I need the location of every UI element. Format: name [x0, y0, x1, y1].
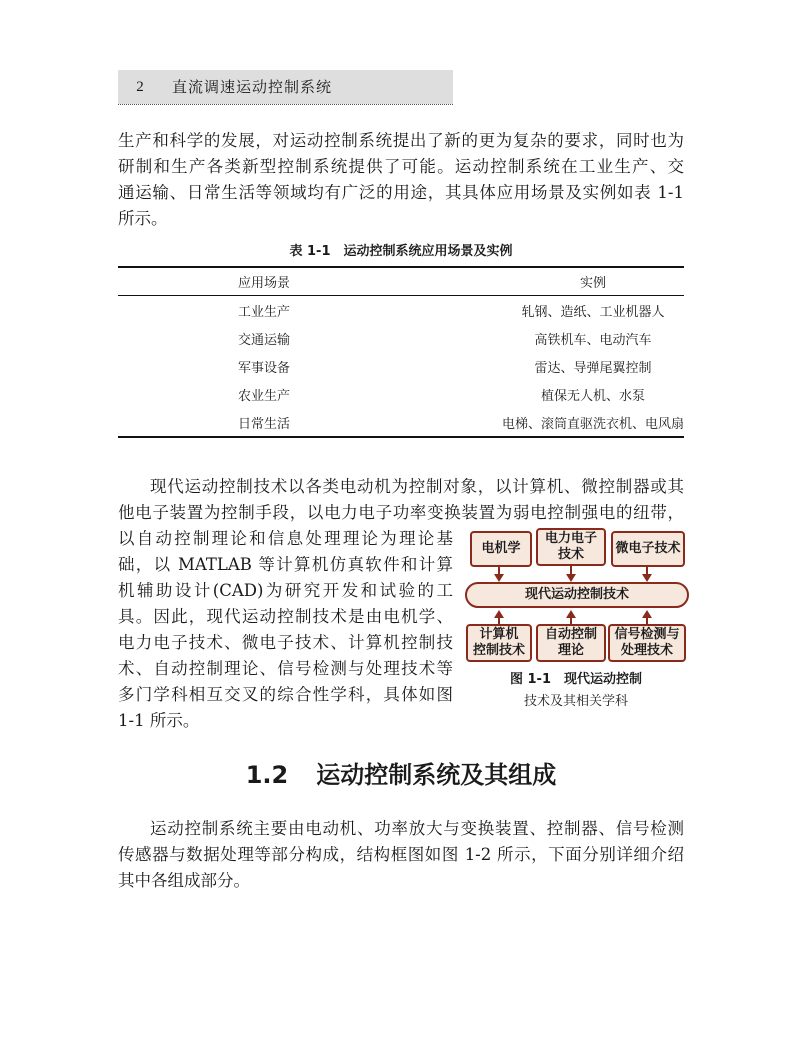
section-title: 运动控制系统及其组成 — [316, 761, 557, 789]
section-number: 1.2 — [245, 761, 289, 789]
box-automatic-control: 自动控制 理论 — [536, 624, 606, 662]
box-computer-control: 计算机 控制技术 — [466, 624, 532, 662]
table-cell-example: 高铁机车、电动汽车 — [534, 332, 652, 348]
paragraph-line: 他电子装置为控制手段，以电力电子功率变换装置为弱电控制强电的纽带， — [118, 503, 684, 522]
table-cell-scene: 农业生产 — [238, 388, 291, 404]
paragraph-line: 其中各组成部分。 — [118, 871, 250, 890]
paragraph-line: 生产和科学的发展，对运动控制系统提出了新的更为复杂的要求，同时也为 — [118, 131, 684, 150]
section-heading — [118, 757, 684, 793]
table-row — [118, 296, 684, 325]
paragraph-line: 术、自动控制理论、信号检测与处理技术等 — [118, 659, 453, 678]
table-cell-scene: 交通运输 — [238, 332, 291, 348]
paragraph-line: 电力电子技术、微电子技术、计算机控制技 — [118, 633, 453, 652]
table-cell-scene: 日常生活 — [118, 408, 502, 437]
box-microelectronics: 微电子技术 — [611, 531, 685, 567]
arrow-down-icon — [566, 574, 576, 582]
table-cell-scene: 工业生产 — [238, 304, 291, 320]
paragraph-line: 机辅助设计(CAD)为研究开发和试验的工 — [118, 581, 453, 600]
paragraph-line: 以自动控制理论和信息处理理论为理论基 — [118, 529, 453, 548]
arrow-down-icon — [494, 574, 504, 582]
paragraph-line: 现代运动控制技术以各类电动机为控制对象，以计算机、微控制器或其 — [150, 477, 684, 496]
table-row — [118, 380, 684, 408]
paragraph-line: 础，以 MATLAB 等计算机仿真软件和计算 — [118, 555, 453, 574]
table-row — [118, 408, 684, 437]
table-row — [118, 324, 684, 352]
table-cell-example: 电梯、滚筒直驱洗衣机、电风扇 — [502, 408, 684, 437]
page-number: 2 — [136, 79, 144, 95]
box-signal-processing: 信号检测与 处理技术 — [608, 624, 686, 662]
table-cell-example: 植保无人机、水泵 — [540, 388, 645, 404]
paragraph-line: 具。因此，现代运动控制技术是由电机学、 — [118, 607, 453, 626]
paragraph-line: 所示。 — [118, 209, 168, 228]
table-row — [118, 352, 684, 380]
box-modern-motion-control: 现代运动控制技术 — [465, 582, 689, 608]
application-table — [118, 266, 684, 438]
box-power-electronics: 电力电子 技术 — [536, 528, 606, 566]
paragraph-line: 多门学科相互交叉的综合性学科，具体如图 — [118, 685, 453, 704]
table-cell-scene: 军事设备 — [238, 360, 291, 376]
arrow-down-icon — [642, 574, 652, 582]
table-caption: 表 1-1 运动控制系统应用场景及实例 — [289, 244, 513, 259]
paragraph-line: 通运输、日常生活等领域均有广泛的用途，其具体应用场景及实例如表 1-1 — [118, 183, 684, 202]
column-header-scene: 应用场景 — [118, 267, 502, 296]
column-header-example: 实例 — [502, 267, 684, 296]
figure-caption-line-2: 技术及其相关学科 — [523, 694, 628, 709]
paragraph-line: 运动控制系统主要由电动机、功率放大与变换装置、控制器、信号检测 — [150, 819, 684, 838]
table-cell-example: 轧钢、造纸、工业机器人 — [521, 304, 665, 320]
paragraph-line: 传感器与数据处理等部分构成，结构框图如图 1-2 所示，下面分别详细介绍 — [118, 845, 684, 864]
figure-caption-line-1: 图 1-1 现代运动控制 — [509, 672, 642, 687]
table-header-row — [118, 267, 684, 296]
paragraph-line: 1-1 所示。 — [118, 711, 200, 730]
box-electric-machinery: 电机学 — [470, 531, 532, 567]
header-rule — [118, 104, 453, 105]
table-cell-example: 雷达、导弹尾翼控制 — [534, 360, 652, 376]
paragraph-line: 研制和生产各类新型控制系统提供了可能。运动控制系统在工业生产、交 — [118, 157, 684, 176]
running-title: 直流调速运动控制系统 — [172, 78, 333, 96]
